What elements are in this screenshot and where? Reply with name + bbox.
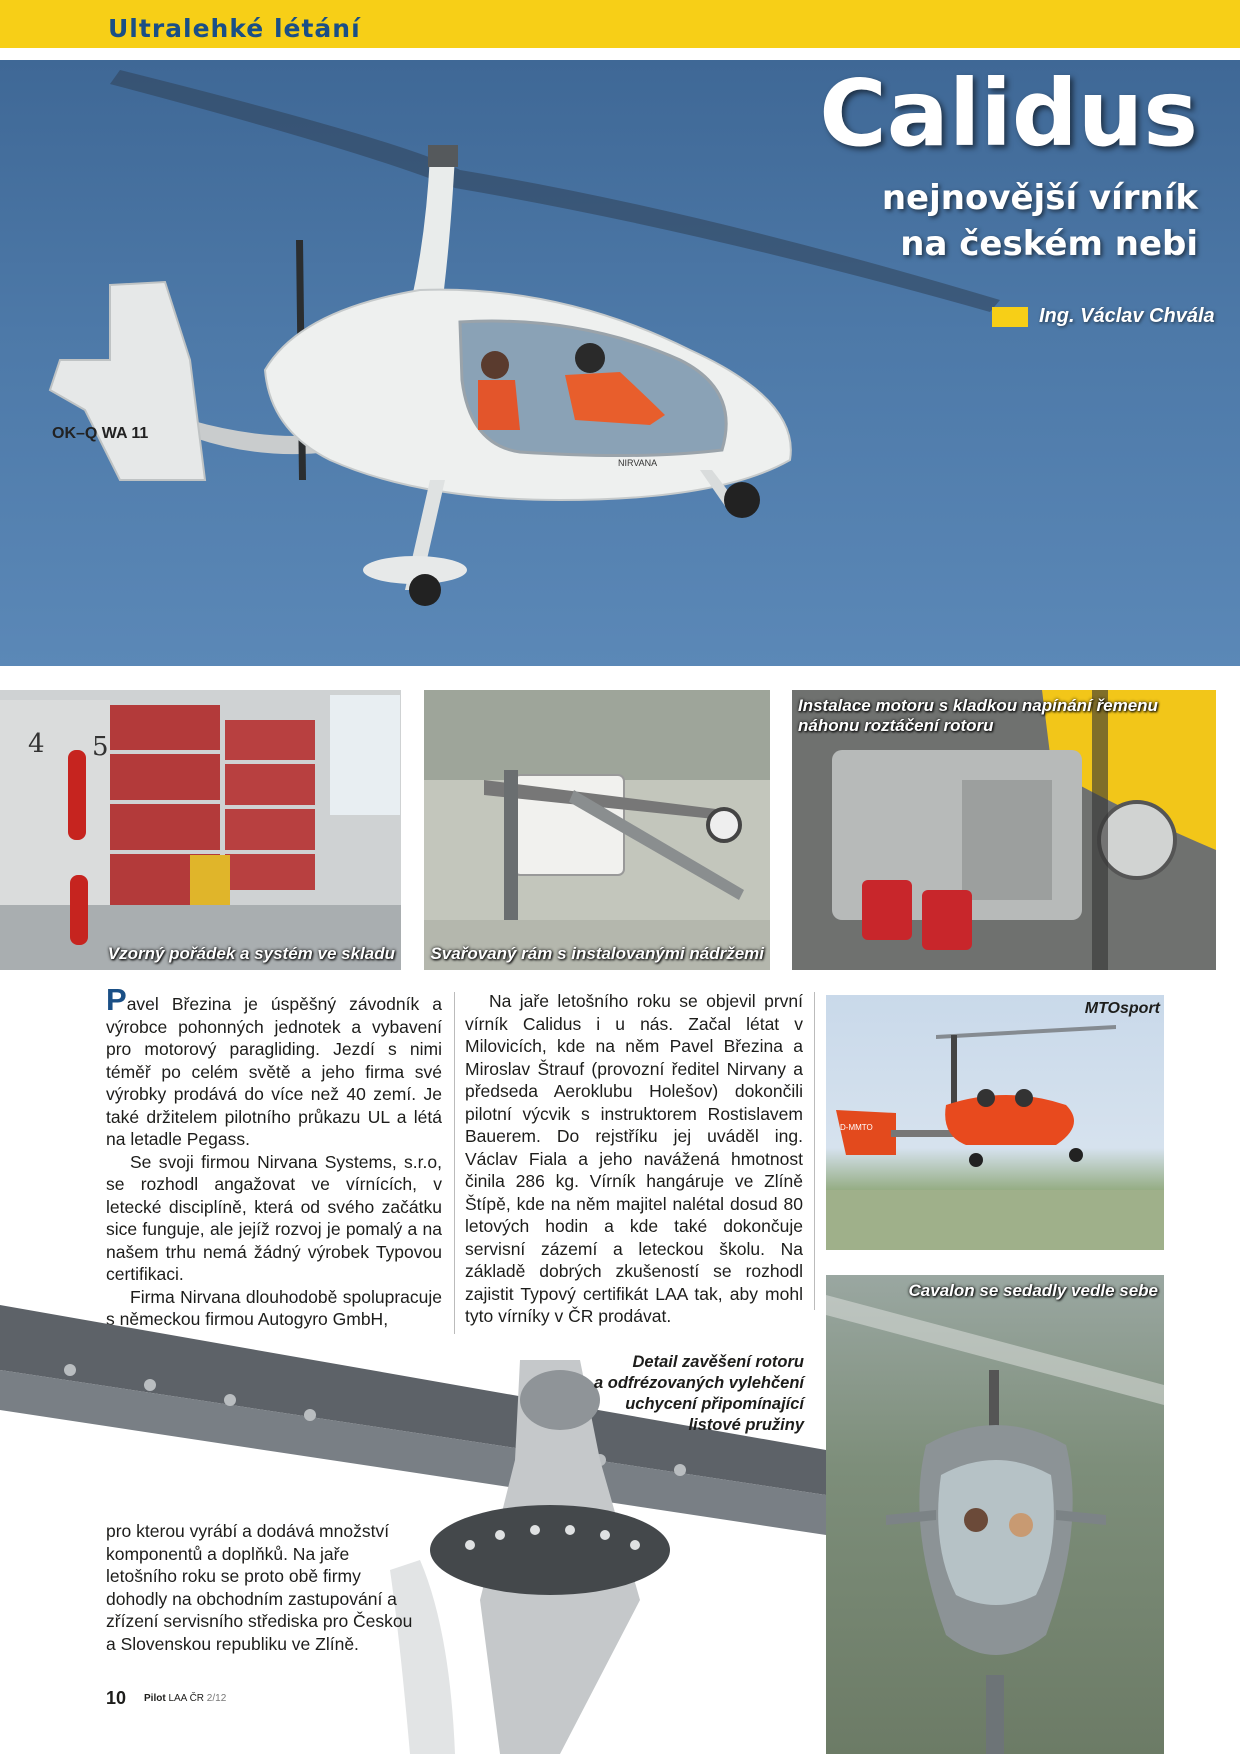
fuselage-brand: NIRVANA [618, 458, 658, 468]
page-number: 10 [106, 1688, 127, 1708]
shelf-number-5: 5 [92, 732, 109, 762]
article-column-1 [106, 982, 442, 1331]
drop-cap: P [106, 982, 127, 1017]
mtosport-credit: MTOsport [1084, 1000, 1160, 1017]
rotor-caption-line4: listové pružiny [688, 1416, 804, 1434]
column-separator-2 [814, 992, 815, 1310]
article-subtitle-line1: nejnovější vírník [881, 178, 1198, 218]
cavalon-caption: Cavalon se sedadly vedle sebe [908, 1281, 1158, 1300]
mtosport-registration: D-MMTO [840, 1123, 873, 1132]
engine-photo [792, 690, 1216, 970]
article-column-2 [465, 990, 803, 1328]
paragraph-3-start: Firma Nirvana dlouhodobě spolupracuje s německou firmou Autogyro GmbH, [106, 1286, 442, 1329]
rotor-caption [594, 1352, 804, 1436]
warehouse-photo [0, 690, 401, 970]
paragraph-1 [106, 982, 442, 1151]
warehouse-caption: Vzorný pořádek a systém ve skladu [107, 944, 395, 963]
column-separator-1 [454, 992, 455, 1334]
engine-caption [798, 696, 1158, 736]
article-title: Calidus [819, 60, 1198, 167]
magazine-name: Pilot [144, 1693, 166, 1704]
author-marker [992, 307, 1028, 327]
frame-photo [424, 690, 770, 970]
paragraph-1-text: avel Březina je úspěšný závodník a výrobce pohonných jednotek a vybavení pro motorový paragliding. Jezdí s nimi téměř po celém světě a jeho firma své výrobky prodává do více než 40 zemí. Je také držitelem pilotního průkazu UL a létá na letadle Pegass. [106, 994, 442, 1149]
frame-caption: Svařovaný rám s instalovanými nádržemi [430, 944, 764, 963]
magazine-footer [144, 1693, 226, 1704]
engine-caption-line1: Instalace motoru s kladkou napínání řemenu [798, 696, 1158, 715]
section-title: Ultralehké létání [108, 14, 361, 43]
author-name: Ing. Václav Chvála [1039, 305, 1215, 327]
paragraph-3-end: pro kterou vyrábí a dodává množství komponentů a doplňků. Na jaře letošního roku se proto obě firmy dohodly na obchodním zastupování a zřízení servisního střediska pro Českou a Slovenskou republiku ve Zlíně. [106, 1521, 413, 1654]
rotor-caption-line1: Detail zavěšení rotoru [632, 1353, 804, 1371]
rotor-caption-line3: uchycení připomínající [625, 1395, 804, 1413]
rotor-caption-line2: a odfrézovaných vylehčení [594, 1374, 804, 1392]
engine-caption-line2: náhonu roztáčení rotoru [798, 716, 994, 735]
shelf-number-4: 4 [28, 729, 45, 759]
magazine-org: LAA ČR [165, 1693, 205, 1704]
article-subtitle-line2: na českém nebi [900, 224, 1198, 264]
magazine-issue: 2/12 [204, 1693, 227, 1704]
cavalon-photo [826, 1275, 1164, 1754]
mtosport-photo [826, 995, 1164, 1250]
paragraph-col2: Na jaře letošního roku se objevil první vírník Calidus i u nás. Začal létat v Milovicích, kde na něm Pavel Březina a Miroslav Štrauf (provozní ředitel Nirvany a předseda Aeroklubu Holešov) dokončili pilotní výcvik s instruktorem Rostislavem Bauerem. Do rejstříku jej uváděl ing. Václav Fiala a jeho navážená hmotnost činila 286 kg. Vírník hangáruje ve Zlíně Štípě, kde na něm majitel nalétal dosud 80 letových hodin a kde také dokončuje servisní zázemí a leteckou školu. Na základě dobrých zkušeností se rozhodl zajistit Typový certifikát LAA tak, aby mohl tyto vírníky v ČR prodávat. [465, 991, 803, 1326]
paragraph-2: Se svoji firmou Nirvana Systems, s.r.o, se rozhodl angažovat ve vírnících, v letecké disciplíně, která od svého začátku sice funguje, ale jejíž rozvoj je pomalý a na našem trhu nemá žádný výrobek Typovou certifikaci. [106, 1151, 442, 1284]
registration-mark: OK–Q WA 11 [52, 425, 149, 442]
